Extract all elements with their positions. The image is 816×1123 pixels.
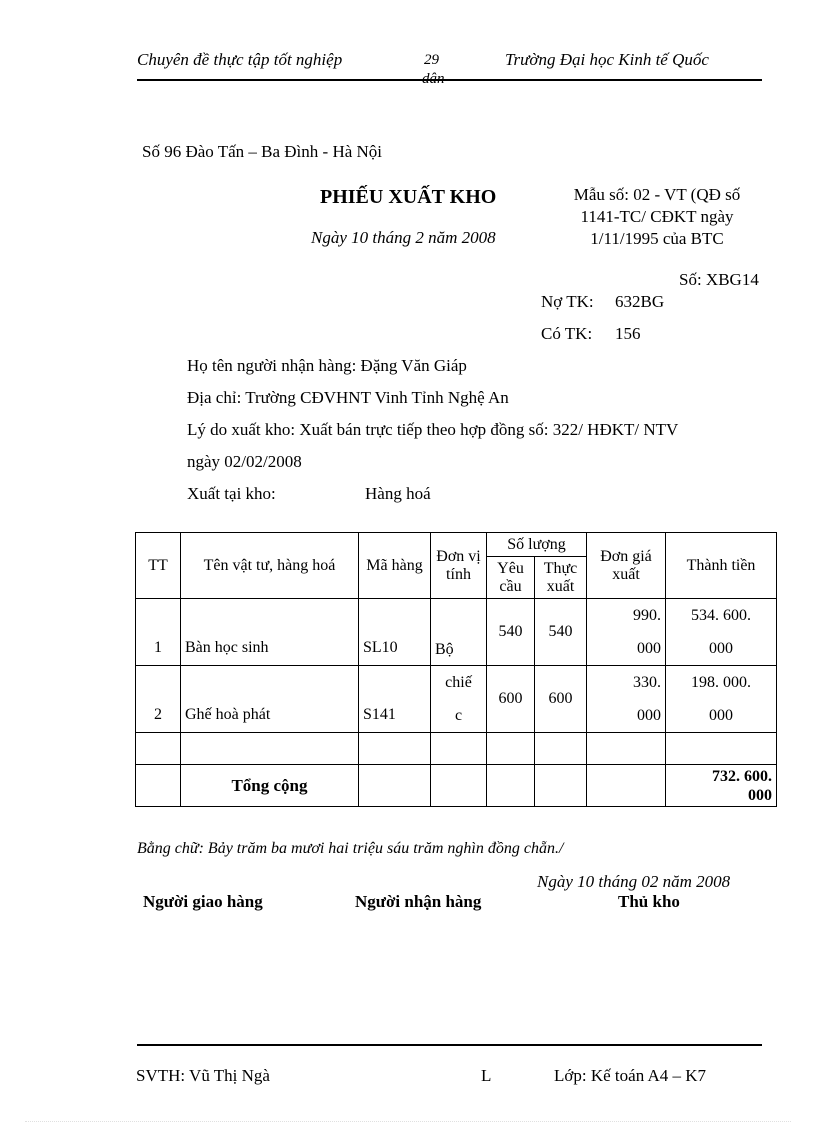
document-number: Số: XBG14 [679,270,759,289]
row-name: Ghế hoà phát [181,666,359,733]
table-row [136,666,777,733]
row-unit [431,666,487,733]
row-amount [666,599,777,666]
row-unit-price-line1: 990. [633,607,661,624]
empty-cell [487,765,535,807]
form-reference-line3: 1/11/1995 của BTC [590,229,724,248]
debit-account-label: Nợ TK: [541,292,594,311]
page-bottom-edge [25,1121,791,1122]
row-unit-price [587,666,666,733]
row-name: Bàn học sinh [181,599,359,666]
company-address: Số 96 Đào Tấn – Ba Đình - Hà Nội [142,142,383,161]
signature-date: Ngày 10 tháng 02 năm 2008 [537,872,731,891]
row-unit-price-line1: 330. [633,674,661,691]
row-unit-price-line2: 000 [637,707,661,724]
form-reference [548,184,766,250]
row-unit-price-line2: 000 [637,640,661,657]
warehouse-value: Hàng hoá [365,484,431,503]
empty-cell [587,733,666,765]
header-requested: Yêu cầu [487,557,535,599]
credit-account-label: Có TK: [541,324,593,343]
document-title: PHIẾU XUẤT KHO [320,186,497,208]
debit-account-value: 632BG [615,292,665,311]
row-amount-line1: 198. 000. [691,674,751,691]
table-header-row [136,533,777,557]
table-empty-row [136,733,777,765]
header-unit: Đơn vị tính [431,533,487,599]
empty-cell [136,733,181,765]
total-amount-line2: 000 [748,786,772,804]
footer-student: SVTH: Vũ Thị Ngà [136,1066,270,1085]
goods-table [135,532,777,807]
header-page-number: 29 [424,52,439,68]
credit-account-value: 156 [615,324,641,343]
row-unit-line2: c [454,707,463,724]
amount-in-words: Bằng chữ: Bảy trăm ba mươi hai triệu sáu trăm nghìn đồng chẵn./ [137,840,564,857]
receiver-name: Họ tên người nhận hàng: Đặng Văn Giáp [187,356,467,375]
row-code: S141 [359,666,431,733]
export-reason-date: ngày 02/02/2008 [187,452,302,471]
header-rule [137,79,762,81]
empty-cell [431,765,487,807]
row-amount [666,666,777,733]
table-row [136,599,777,666]
export-reason: Lý do xuất kho: Xuất bán trực tiếp theo hợp đồng số: 322/ HĐKT/ NTV [187,420,679,439]
header-unit-price: Đơn giá xuất [587,533,666,599]
signature-receiver: Người nhận hàng [355,892,482,911]
row-tt: 2 [136,666,181,733]
empty-cell [181,733,359,765]
row-actual: 540 [535,599,587,666]
empty-cell [359,765,431,807]
form-reference-line2: 1141-TC/ CĐKT ngày [580,207,734,226]
row-unit: Bộ [431,599,487,666]
empty-cell [535,765,587,807]
header-actual: Thực xuất [535,557,587,599]
row-actual: 600 [535,666,587,733]
header-tt: TT [136,533,181,599]
total-label: Tổng cộng [181,765,359,807]
row-amount-line2: 000 [709,707,733,724]
header-code: Mã hàng [359,533,431,599]
empty-cell [587,765,666,807]
header-left: Chuyên đề thực tập tốt nghiệp [137,50,343,69]
header-amount: Thành tiền [666,533,777,599]
signature-deliverer: Người giao hàng [143,892,263,911]
header-page-suffix: dân [422,71,445,87]
empty-cell [535,733,587,765]
form-reference-line1: Mẫu số: 02 - VT (QĐ số [573,185,741,204]
row-requested: 600 [487,666,535,733]
row-tt: 1 [136,599,181,666]
receiver-address: Địa chỉ: Trường CĐVHNT Vinh Tỉnh Nghệ An [187,388,509,407]
total-amount-line1: 732. 600. [712,767,772,785]
row-unit-line1: chiế [445,674,472,691]
document-date: Ngày 10 tháng 2 năm 2008 [311,228,496,247]
total-amount [666,765,777,807]
footer-mid: L [481,1066,492,1085]
empty-cell [487,733,535,765]
header-quantity: Số lượng [487,533,587,557]
empty-cell [136,765,181,807]
table-total-row [136,765,777,807]
footer-class: Lớp: Kế toán A4 – K7 [554,1066,707,1085]
row-code: SL10 [359,599,431,666]
header-right: Trường Đại học Kinh tế Quốc [505,50,709,69]
row-amount-line1: 534. 600. [691,607,751,624]
row-unit-price [587,599,666,666]
signature-storekeeper: Thủ kho [618,892,680,911]
empty-cell [359,733,431,765]
header-name: Tên vật tư, hàng hoá [181,533,359,599]
empty-cell [431,733,487,765]
row-amount-line2: 000 [709,640,733,657]
warehouse-label: Xuất tại kho: [187,484,276,503]
row-requested: 540 [487,599,535,666]
empty-cell [666,733,777,765]
footer-rule [137,1044,762,1046]
